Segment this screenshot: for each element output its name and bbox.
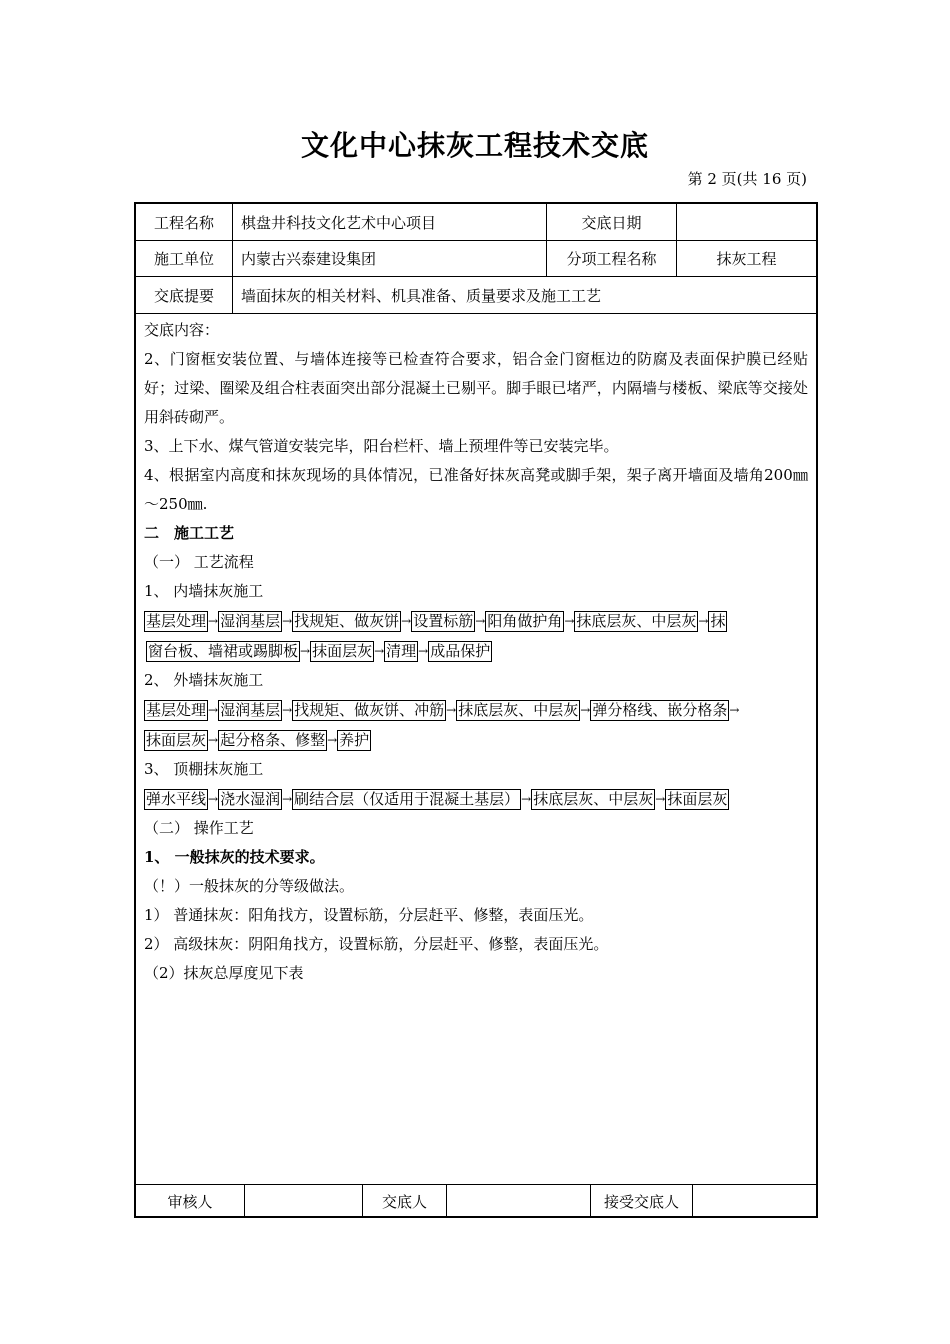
content-paragraph-2: 2、门窗框安装位置、与墙体连接等已检查符合要求，铝合金门窗框边的防腐及表面保护膜已经贴好；过梁、圈梁及组合柱表面突出部分混凝土已剔平。脚手眼已堵严，内隔墙与楼板、梁底等交接处用斜砖砌严。 — [144, 350, 808, 426]
outer-flow-line-1 — [144, 695, 808, 725]
flow-step-box: 刷结合层（仅适用于混凝土基层） — [294, 789, 520, 808]
content-heading: 交底内容： — [144, 321, 220, 339]
flow-step-box: 抹面层灰 — [312, 641, 373, 660]
flow-arrow-icon: → — [300, 644, 311, 658]
flow-step-box: 抹底层灰、中层灰 — [533, 789, 654, 808]
flow-arrow-icon: → — [418, 644, 429, 658]
requirement-1: （！）一般抹灰的分等级做法。 — [144, 877, 355, 895]
inner-flow-line-1 — [144, 606, 808, 636]
disclosure-form — [134, 202, 818, 1218]
row-summary — [136, 277, 816, 314]
flow-step-box: 浇水湿润 — [220, 789, 281, 808]
subitem-value: 抹灰工程 — [676, 241, 816, 276]
signature-row — [136, 1184, 816, 1217]
flow-step-box: 抹 — [710, 611, 726, 630]
flow-arrow-icon: → — [655, 792, 666, 806]
document-title: 文化中心抹灰工程技术交底 — [300, 129, 649, 162]
flow-step-box: 找规矩、做灰饼 — [294, 611, 400, 630]
receiver-value — [692, 1185, 816, 1217]
flow-arrow-icon: → — [729, 703, 740, 717]
date-label: 交底日期 — [546, 204, 676, 240]
subsection-operation: （二） 操作工艺 — [144, 819, 254, 837]
flow-step-box: 起分格条、修整 — [220, 730, 326, 749]
flow-arrow-icon: → — [282, 792, 293, 806]
flow-step-box: 窗台板、墙裙或踢脚板 — [148, 641, 299, 660]
flow-step-box: 抹底层灰、中层灰 — [576, 611, 697, 630]
subsection-process-flow: （一） 工艺流程 — [144, 553, 254, 571]
flow-arrow-icon: → — [580, 703, 591, 717]
flow-step-box: 养护 — [339, 730, 370, 749]
project-name-value: 棋盘井科技文化艺术中心项目 — [232, 204, 546, 240]
flow-arrow-icon: → — [374, 644, 385, 658]
flow-arrow-icon: → — [475, 614, 486, 628]
flow-arrow-icon: → — [521, 792, 532, 806]
section-construction-process: 二 施工工艺 — [144, 524, 235, 542]
outer-flow-line-2 — [144, 725, 808, 755]
disclosure-content — [136, 314, 816, 1184]
flow-arrow-icon: → — [698, 614, 709, 628]
flow-arrow-icon: → — [282, 703, 293, 717]
flow-step-box: 基层处理 — [146, 700, 207, 719]
receiver-label: 接受交底人 — [590, 1185, 692, 1217]
inner-flow-line-2 — [144, 636, 808, 666]
content-paragraph-3: 3、上下水、煤气管道安装完毕，阳台栏杆、墙上预埋件等已安装完毕。 — [144, 437, 619, 455]
requirement-1b: 2） 高级抹灰：阴阳角找方，设置标筋，分层赶平、修整，表面压光。 — [144, 935, 609, 953]
requirements-title: 1、 一般抹灰的技术要求。 — [144, 848, 325, 866]
flow-step-box: 设置标筋 — [413, 611, 474, 630]
flow-arrow-icon: → — [401, 614, 412, 628]
row-project — [136, 204, 816, 241]
ceiling-title: 3、 顶棚抹灰施工 — [144, 760, 264, 778]
flow-arrow-icon: → — [208, 703, 219, 717]
flow-step-box: 弹分格线、嵌分格条 — [592, 700, 728, 719]
subitem-label: 分项工程名称 — [546, 241, 676, 276]
flow-step-box: 抹面层灰 — [667, 789, 728, 808]
flow-step-box: 成品保护 — [430, 641, 491, 660]
requirement-2: （2）抹灰总厚度见下表 — [144, 964, 304, 982]
flow-arrow-icon: → — [208, 792, 219, 806]
page-number: 第 2 页(共 16 页) — [687, 170, 807, 188]
row-contractor — [136, 241, 816, 277]
flow-step-box: 阳角做护角 — [487, 611, 563, 630]
reviewer-value — [244, 1185, 362, 1217]
flow-arrow-icon: → — [564, 614, 575, 628]
flow-step-box: 抹面层灰 — [146, 730, 207, 749]
flow-arrow-icon: → — [446, 703, 457, 717]
reviewer-label: 审核人 — [167, 1192, 213, 1211]
flow-step-box: 湿润基层 — [220, 700, 281, 719]
flow-step-box: 抹底层灰、中层灰 — [458, 700, 579, 719]
discloser-label: 交底人 — [362, 1185, 446, 1217]
flow-step-box: 湿润基层 — [220, 611, 281, 630]
flow-step-box: 找规矩、做灰饼、冲筋 — [294, 700, 445, 719]
date-value — [676, 204, 816, 240]
project-name-label: 工程名称 — [153, 213, 214, 232]
flow-arrow-icon: → — [208, 614, 219, 628]
requirement-1a: 1） 普通抹灰：阳角找方，设置标筋，分层赶平、修整，表面压光。 — [144, 906, 594, 924]
content-paragraph-4: 4、根据室内高度和抹灰现场的具体情况，已准备好抹灰高凳或脚手架，架子离开墙面及墙角200㎜～250㎜. — [144, 466, 808, 513]
flow-step-box: 弹水平线 — [146, 789, 207, 808]
flow-arrow-icon: → — [327, 733, 338, 747]
inner-wall-title: 1、 内墙抹灰施工 — [144, 582, 264, 600]
flow-step-box: 基层处理 — [146, 611, 207, 630]
contractor-value: 内蒙古兴泰建设集团 — [232, 241, 546, 276]
flow-arrow-icon: → — [208, 733, 219, 747]
discloser-value — [446, 1185, 590, 1217]
summary-label: 交底提要 — [153, 286, 214, 305]
contractor-label: 施工单位 — [153, 250, 214, 268]
ceiling-flow-line — [144, 784, 808, 814]
summary-value: 墙面抹灰的相关材料、机具准备、质量要求及施工工艺 — [232, 277, 816, 313]
flow-arrow-icon: → — [282, 614, 293, 628]
outer-wall-title: 2、 外墙抹灰施工 — [144, 671, 264, 689]
flow-step-box: 清理 — [386, 641, 417, 660]
